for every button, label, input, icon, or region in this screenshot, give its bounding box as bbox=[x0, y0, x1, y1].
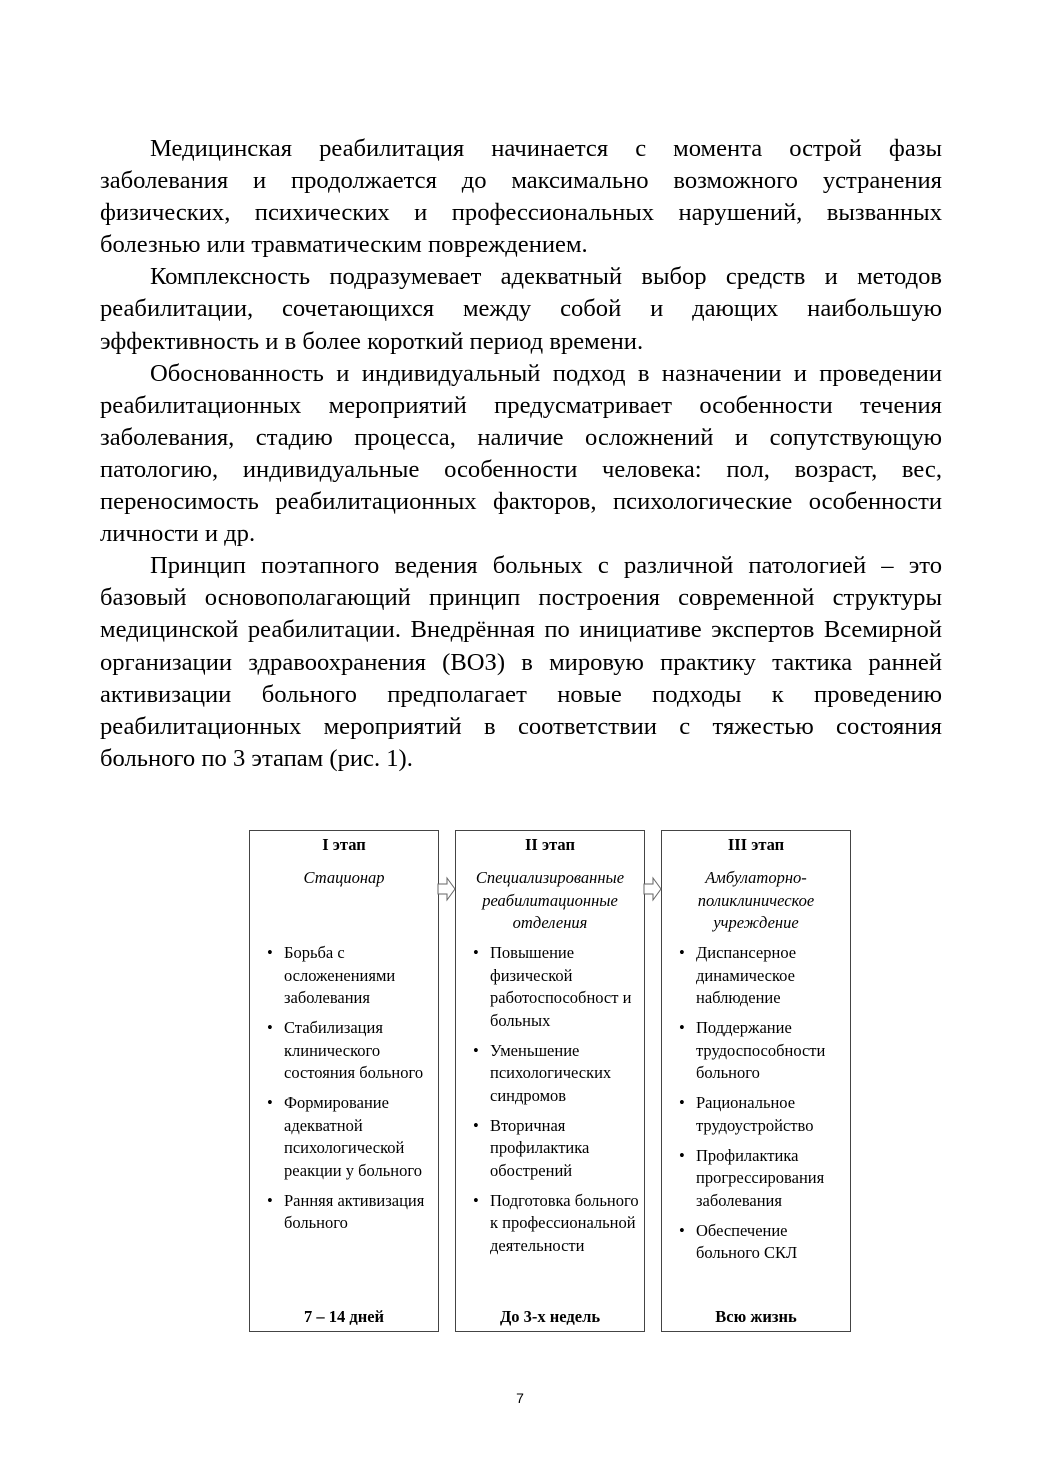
stage-place bbox=[662, 856, 850, 942]
stage-task: • Вторичная профилактика обострений bbox=[470, 1115, 644, 1183]
stage-task: • Профилактика прогрессирования заболевания bbox=[676, 1145, 850, 1213]
stage-title: II этап bbox=[525, 835, 575, 854]
paragraph: Медицинская реабилитация начинается с момента острой фазы заболевания и продолжается до максимально возможного устранения физических, психических и профессиональных нарушений, вызванных болезнью или травматическим повреждением. bbox=[100, 135, 942, 259]
stage-task: • Формирование адекватной психологической реакции у больного bbox=[264, 1092, 438, 1182]
stage-task: • Поддержание трудоспособности больного bbox=[676, 1017, 850, 1085]
stage-task: • Рациональное трудоустройство bbox=[676, 1092, 850, 1137]
stage-task: • Повышение физической работоспособност и больных bbox=[470, 942, 644, 1032]
stage-task: • Подготовка больного к профессиональной деятельности bbox=[470, 1190, 644, 1258]
stage-place-label: Амбулаторно-поликлиническое учреждение bbox=[697, 868, 815, 932]
stage-task: • Диспансерное динамическое наблюдение bbox=[676, 942, 850, 1010]
stage-place-label: Стационар bbox=[303, 868, 385, 887]
body-text bbox=[100, 133, 942, 775]
stage-task-list bbox=[456, 942, 644, 1257]
rehabilitation-stages-figure bbox=[249, 830, 849, 1334]
stage-duration: 7 – 14 дней bbox=[303, 1307, 385, 1326]
stage-task: • Стабилизация клинического состояния больного bbox=[264, 1017, 438, 1085]
stage-title: I этап bbox=[322, 835, 366, 854]
stage-task: • Ранняя активизация больного bbox=[264, 1190, 438, 1235]
stage-place bbox=[456, 856, 644, 942]
paragraph: Обоснованность и индивидуальный подход в назначении и проведении реабилитационных мероприятий предусматривает особенности течения заболевания, стадию процесса, наличие осложнений и сопутствующую патологию, индивидуальные особенности человека: пол, возраст, вес, переносимость реабилитационных факторов, психологические особенности личности и др. bbox=[100, 359, 942, 548]
arrow-right-icon bbox=[643, 876, 663, 902]
stage-title: III этап bbox=[727, 835, 785, 854]
stage-place bbox=[250, 856, 438, 942]
stage-box-1 bbox=[249, 830, 439, 1332]
paragraph: Комплексность подразумевает адекватный выбор средств и методов реабилитации, сочетающихся между собой и дающих наибольшую эффективность и в более короткий период времени. bbox=[100, 263, 942, 355]
paragraph: Принцип поэтапного ведения больных с различной патологией – это базовый основополагающий принцип построения современной структуры медицинской реабилитации. Внедрённая по инициативе экспертов Всемирной организации здравоохранения (ВОЗ) в мировую практику тактика ранней активизации больного предполагает новые подходы к проведению реабилитационных мероприятий в соответствии с тяжестью состояния больного по 3 этапам (рис. 1). bbox=[100, 552, 942, 772]
stage-duration: До 3-х недель bbox=[499, 1307, 601, 1326]
stage-task-list bbox=[662, 942, 850, 1265]
stage-place-label: Специализированные реабилитационные отделения bbox=[475, 868, 625, 932]
stage-task: • Борьба с осложенениями заболевания bbox=[264, 942, 438, 1010]
arrow-right-icon bbox=[437, 876, 457, 902]
stage-task: • Обеспечение больного СКЛ bbox=[676, 1220, 850, 1265]
stage-duration: Всю жизнь bbox=[715, 1307, 797, 1326]
stage-task: • Уменьшение психологических синдромов bbox=[470, 1040, 644, 1108]
stage-task-list bbox=[250, 942, 438, 1235]
page-number: 7 bbox=[516, 1390, 524, 1406]
stage-box-3 bbox=[661, 830, 851, 1332]
stage-box-2 bbox=[455, 830, 645, 1332]
